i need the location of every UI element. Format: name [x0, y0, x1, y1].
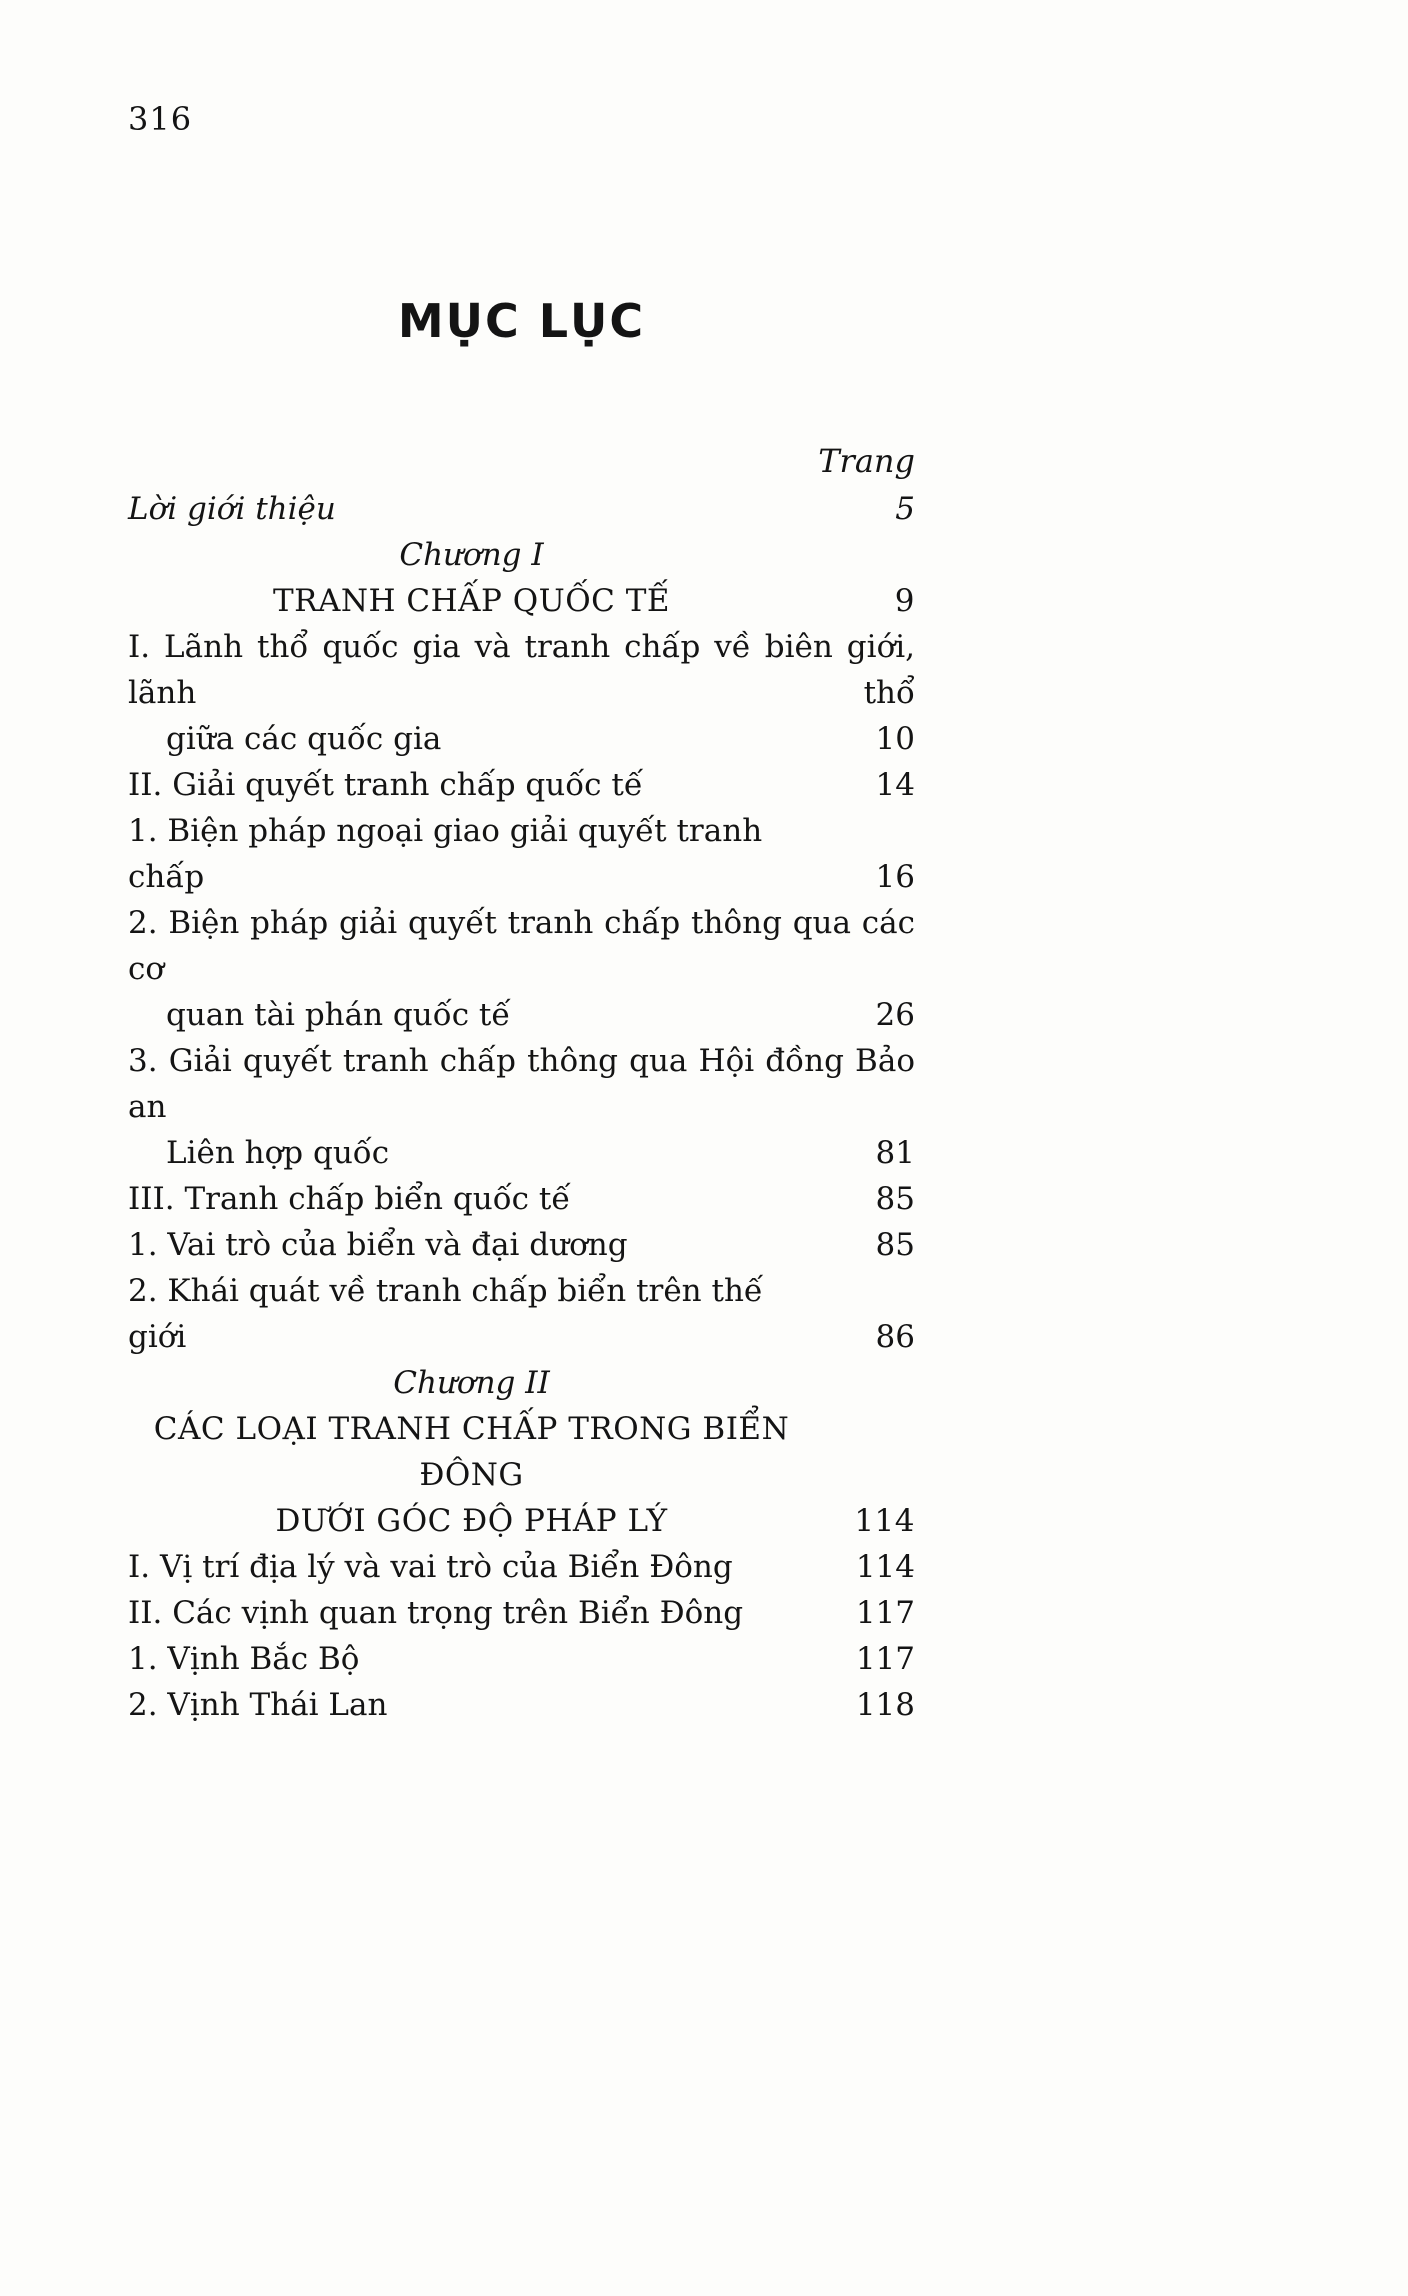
toc-entry-page: 16 — [875, 859, 915, 895]
toc-entry-page: 86 — [875, 1319, 915, 1355]
page-number: 316 — [128, 100, 193, 138]
toc-entry-line: 3. Giải quyết tranh chấp thông qua Hội đồng Bảo an — [128, 1043, 915, 1125]
toc-entry-lines — [128, 1222, 915, 1268]
toc-entry-line: Chương II — [393, 1365, 550, 1401]
toc-entry-lines — [128, 808, 915, 900]
toc-entry-lines — [128, 900, 915, 1038]
toc-entry — [128, 1590, 915, 1636]
toc-entry — [128, 486, 915, 532]
toc-entry — [128, 1176, 915, 1222]
toc-entry-line: 1. Biện pháp ngoại giao giải quyết tranh chấp — [128, 813, 763, 895]
toc-entry-page: 118 — [855, 1687, 915, 1723]
toc-entry-line: 2. Khái quát về tranh chấp biển trên thế giới — [128, 1273, 764, 1355]
toc-entry-lines — [128, 1590, 915, 1636]
toc-entry — [128, 1268, 915, 1360]
toc-entry-line: Lời giới thiệu — [128, 491, 336, 527]
toc-entry — [128, 1406, 915, 1544]
toc-entry-page: 117 — [855, 1595, 915, 1631]
toc-entry-lines — [128, 1176, 915, 1222]
toc-entry-lines — [128, 578, 915, 624]
toc-entry — [128, 532, 915, 578]
toc-entry — [128, 1636, 915, 1682]
toc-entry-line: 1. Vai trò của biển và đại dương — [128, 1227, 628, 1263]
toc-entry — [128, 578, 915, 624]
toc-entry — [128, 624, 915, 762]
toc-entry-line: DƯỚI GÓC ĐỘ PHÁP LÝ — [275, 1503, 668, 1539]
toc-entry-lines — [128, 1682, 915, 1728]
toc-entry-line: 2. Vịnh Thái Lan — [128, 1687, 388, 1723]
toc-entry-line: CÁC LOẠI TRANH CHẤP TRONG BIỂN ĐÔNG — [153, 1411, 790, 1493]
toc-entry-lines — [128, 1268, 915, 1360]
toc-entry-line: I. Lãnh thổ quốc gia và tranh chấp về biên giới, lãnh thổ — [128, 629, 915, 711]
toc-entry — [128, 1682, 915, 1728]
toc-entry-line: II. Giải quyết tranh chấp quốc tế — [128, 767, 643, 803]
toc-entry-lines — [128, 1636, 915, 1682]
toc-entry-lines — [128, 1360, 915, 1406]
toc-entry-page: 114 — [854, 1503, 915, 1539]
toc-entry — [128, 900, 915, 1038]
toc-entry-page: 81 — [875, 1135, 915, 1171]
toc-entry-lines — [128, 624, 915, 762]
toc-entry — [128, 1038, 915, 1176]
toc-entry-page: 9 — [894, 583, 915, 619]
toc-entry — [128, 1222, 915, 1268]
toc-entry — [128, 1544, 915, 1590]
column-header-trang: Trang — [818, 442, 915, 480]
toc-entry-page: 10 — [875, 721, 915, 757]
toc-entry-page: 5 — [895, 491, 915, 527]
toc-entry-lines — [128, 1038, 915, 1176]
page-title: MỤC LỤC — [397, 294, 646, 348]
toc-list — [128, 486, 915, 1728]
toc-entry-page: 114 — [855, 1549, 915, 1585]
toc-entry-page: 85 — [875, 1227, 915, 1263]
toc-entry-lines — [128, 486, 915, 532]
toc-entry-line: Chương I — [399, 537, 544, 573]
toc-entry-line: Liên hợp quốc — [166, 1135, 390, 1171]
toc-entry-line: III. Tranh chấp biển quốc tế — [128, 1181, 571, 1217]
toc-entry-lines — [128, 762, 915, 808]
page-content — [128, 100, 915, 1728]
toc-entry-lines — [128, 1544, 915, 1590]
toc-entry-line: quan tài phán quốc tế — [166, 997, 511, 1033]
toc-entry-page: 117 — [855, 1641, 915, 1677]
toc-entry-line: II. Các vịnh quan trọng trên Biển Đông — [128, 1595, 744, 1631]
toc-entry — [128, 762, 915, 808]
toc-entry — [128, 1360, 915, 1406]
toc-entry-line: giữa các quốc gia — [166, 721, 442, 757]
toc-entry-lines — [128, 532, 915, 578]
toc-entry-line: 2. Biện pháp giải quyết tranh chấp thông qua các cơ — [128, 905, 915, 987]
toc-entry — [128, 808, 915, 900]
toc-entry-page: 14 — [875, 767, 915, 803]
toc-entry-lines — [128, 1406, 915, 1544]
toc-entry-page: 85 — [875, 1181, 915, 1217]
toc-entry-line: TRANH CHẤP QUỐC TẾ — [272, 583, 671, 619]
toc-entry-line: 1. Vịnh Bắc Bộ — [128, 1641, 360, 1677]
toc-entry-line: I. Vị trí địa lý và vai trò của Biển Đông — [128, 1549, 733, 1585]
toc-entry-page: 26 — [875, 997, 915, 1033]
